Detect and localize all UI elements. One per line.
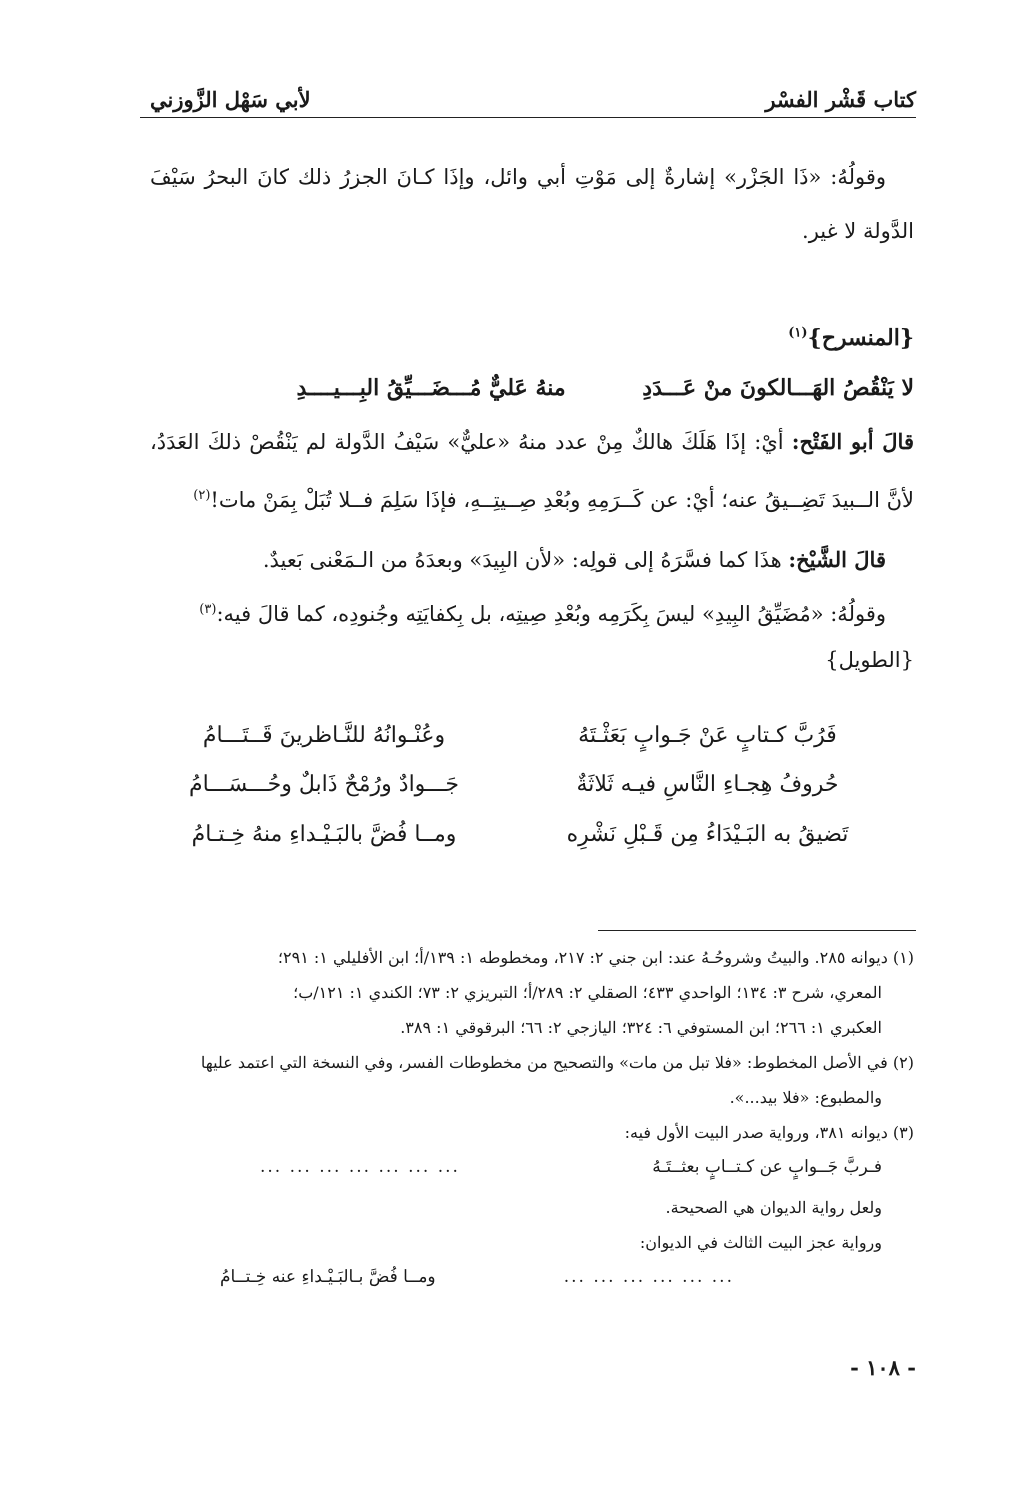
meter-name: {المنسرح} bbox=[807, 325, 914, 351]
main-text bbox=[150, 150, 914, 258]
commentary bbox=[150, 415, 914, 683]
header-book-title: كتاب قَشْر الفسْر bbox=[765, 87, 916, 112]
header-divider bbox=[140, 117, 916, 118]
footnote-1-line: المعري، شرح ٣: ١٣٤؛ الواحدي ٤٣٣؛ الصقلي ٢: ٢٨٩/أ؛ التبريزي ٢: ٧٣؛ الكندي ١: ١٢١/ب؛ bbox=[293, 983, 882, 1002]
footnote-3-line: ولعل رواية الديوان هي الصحيحة. bbox=[665, 1198, 882, 1217]
verse-line bbox=[0, 723, 1034, 769]
footnote-2-line: (٢) في الأصل المخطوط: «فلا تبل من مات» والتصحيح من مخطوطات الفسر، وفي النسخة التي اعتمد عليها bbox=[200, 1053, 914, 1072]
footnote-verse bbox=[140, 1260, 914, 1300]
footnote-ref-1: (١) bbox=[788, 325, 808, 341]
page-number: - ١٠٨ - bbox=[850, 1355, 916, 1380]
verse-line bbox=[0, 772, 1034, 818]
paragraph-2 bbox=[150, 415, 914, 527]
speaker-abu-al-fath: قالَ أبو الفَتْح: bbox=[791, 429, 914, 454]
verse-main: لا يَنْقُصُ الهَـــالكونَ منْ عَـــدَدِ منهُ عَليٌّ مُـــضَـــيِّقُ البِـــيــــدِ bbox=[296, 375, 914, 401]
footnote-2-line: والمطبوع: «فلا بيد...». bbox=[729, 1088, 882, 1107]
paragraph-2-text: أيْ: إذَا هَلَكَ هالكٌ مِنْ عدد منهُ «عليٌّ» سَيْفُ الدَّولة لم يَنْقُصْ ذلكَ العَدَدُ، لأنَّ الــبيدَ تَضِــيقُ عنه؛ أيْ: عن كَــرَمِهِ وبُعْدِ صِــيتِــهِ، فإذَا سَلِمَ فــلا تُبَلْ بِمَنْ مات! bbox=[150, 430, 914, 512]
footnotes bbox=[140, 940, 914, 1300]
verse-hemistich-2: ومــا فُضَّ بالبَـيْـداءِ منهُ خِـتـامُ bbox=[191, 822, 457, 847]
paragraph-4 bbox=[150, 587, 914, 637]
verse-hemistich-2: جَـــوادٌ ورُمْحٌ ذَابلٌ وحُـــسَـــامُ bbox=[189, 772, 459, 797]
footnote-verse-hemistich-1: فـربَّ جَــوابٍ عن كـتــابٍ بعثــتَـهُ bbox=[652, 1157, 882, 1177]
speaker-shaykh: قالَ الشَّيْخ: bbox=[788, 547, 886, 572]
footnote-verse-ellipsis: ... ... ... ... ... ... bbox=[563, 1267, 734, 1287]
verse-hemistich-1: حُروفُ هِجـاءِ النَّاسِ فيـه ثَلاثَةٌ bbox=[576, 772, 839, 797]
verse-hemistich-1: فَرُبَّ كـتابٍ عَنْ جَـوابٍ بَعَثْـتَهُ bbox=[578, 723, 837, 748]
paragraph-3 bbox=[150, 533, 914, 587]
verse-hemistich-1: تَضيقُ به البَـيْدَاءُ مِن قَـبْلِ نَشْرِه bbox=[566, 822, 849, 847]
footnote-1-line: (١) ديوانه ٢٨٥. والبيتُ وشروحُـهُ عند: ابن جني ٢: ٢١٧، ومخطوطه ١: ١٣٩/أ؛ ابن الأفليلي ١: ٢٩١؛ bbox=[277, 948, 914, 967]
paragraph-4-text: وقولُهُ: «مُضَيِّقُ البِيدِ» ليسَ بِكَرَمِه وبُعْدِ صِيتِه، بل بِكفايَتِه وجُنودِه، كما قالَ فيه: bbox=[216, 602, 886, 626]
footnote-ref-3: (٣) bbox=[199, 602, 217, 617]
running-header bbox=[150, 78, 916, 112]
paragraph-1: وقولُهُ: «ذَا الجَزْر» إشارةٌ إلى مَوْتِ أبي وائل، وإذَا كـانَ الجزرُ ذلك كانَ البحرُ سَيْفَ الدَّولة لا غير. bbox=[150, 165, 914, 243]
paragraph-3-text: هذَا كما فسَّرَهُ إلى قولِه: «لأن البِيدَ» وبعدَهُ من الـمَعْنى بَعيدٌ. bbox=[262, 548, 789, 572]
footnote-verse-ellipsis: ... ... ... ... ... ... ... bbox=[260, 1157, 460, 1177]
footnote-3-line: ورواية عجز البيت الثالث في الديوان: bbox=[639, 1233, 882, 1252]
meter-label-munsarih bbox=[788, 325, 914, 351]
footnote-1-line: العكبري ١: ٢٦٦؛ ابن المستوفي ٦: ٣٢٤؛ اليازجي ٢: ٦٦؛ البرقوقي ١: ٣٨٩. bbox=[400, 1018, 882, 1037]
meter-label-tawil: {الطويل} bbox=[825, 648, 914, 672]
verse-hemistich-2: وعُنْـوانُهُ للنَّـاظرينَ قَــتَـــامُ bbox=[202, 723, 446, 748]
footnote-divider bbox=[598, 930, 916, 931]
footnote-3-line: (٣) ديوانه ٣٨١، ورواية صدر البيت الأول فيه: bbox=[624, 1123, 914, 1142]
footnote-verse bbox=[140, 1150, 914, 1190]
footnote-verse-hemistich-2: ومــا فُضَّ بـالبَـيْـداءِ عنه خِـتــامُ bbox=[220, 1267, 436, 1287]
verse-line bbox=[0, 822, 1034, 868]
footnote-ref-2: (٢) bbox=[193, 488, 211, 503]
header-author: لأبي سَهْل الزَّوزني bbox=[150, 87, 311, 112]
